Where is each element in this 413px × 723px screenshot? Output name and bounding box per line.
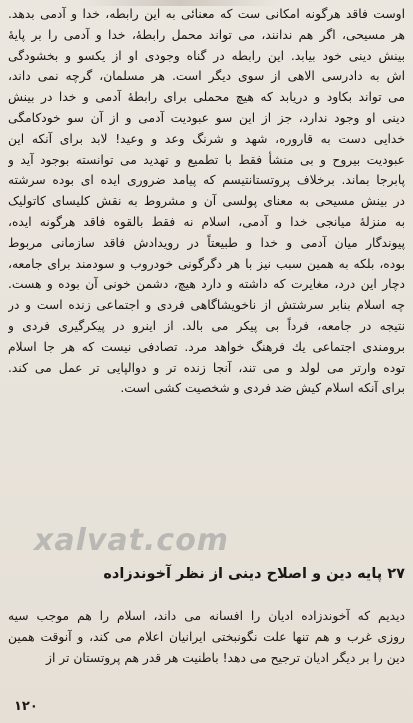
paragraph-line: دچار این درد، مغایرت که داشته و دارد هیچ، دشمن خونی آن بوده و هست. <box>8 277 405 292</box>
paragraph-line: بوده، بلکه به همین سبب نیز با هر دگرگونی خودروب و سودمند برای جامعه، <box>8 256 405 271</box>
paragraph-line: در بینش مسیحی به معنای پولسی آن و مشروط به نقش کلیسای کاتولیک <box>8 194 405 209</box>
paragraph-line: به منزلهٔ میانجی خدا و آدمی، اسلام نه فقط بالقوه فاقد هرگونه ایده، <box>8 214 405 229</box>
section-paragraph-line: دین را بر دیگر ادیان ترجیح می دهد! باطنیت هر قدر هم پروتستان تر از <box>46 650 405 665</box>
paragraph-line: برای آنکه اسلام کیش ضد فردی و شخصیت کشی است. <box>120 381 405 396</box>
paragraph-line: پابرجا بماند. برخلاف پروتستانتیسم که پیامد ضروری ایده ای بوده سرشته <box>8 173 405 188</box>
paragraph-line: توده وارتر می لولد و می تند، آنجا زنده تر و دوالپایی تر عمل می کند. <box>8 360 405 375</box>
paragraph-line: عبودیت بیروح و بی منشأ فقط با تطمیع و تهدید می توانسته بوجود آید و <box>8 152 405 167</box>
page-number: ۱۲۰ <box>14 699 38 714</box>
paragraph-line: خدایی دست به قاروره، شهد و شرنگ وعد و وعید! لابد برای آنکه این <box>8 131 405 146</box>
paragraph-line: هر مسیحی، اگر هم ندانند، می تواند محمل رابطهٔ، خدا و آدمی را بر پایهٔ <box>8 27 405 42</box>
paragraph-line: بینش دینی خود بیابد. این رابطه در گناه وجودی او از یکسو و بخشودگی <box>8 48 405 63</box>
paragraph-line: می تواند بکاود و دریابد که هیچ محملی برای رابطهٔ آدمی و خدا در بینش <box>8 90 405 105</box>
paragraph-line: اوست فاقد هرگونه امکانی ست که معنائی به این رابطه، خدا و آدمی بدهد. <box>8 7 405 21</box>
paragraph-line: برومندی اجتماعی یك فرهنگ خواهد مرد. تصادفی نیست که هر جا اسلام <box>8 339 405 354</box>
section-paragraph-line: دیدیم که آخوندزاده ادیان را افسانه می داند، اسلام را هم موجب سیه <box>8 609 405 623</box>
site-watermark: xalvat.com <box>34 523 230 558</box>
paragraph-line: پیوندگار میان آدمی و خدا و طبیعتاً در رویدادش فاقد سازمانی مربوط <box>8 235 405 250</box>
paragraph-line: چه اسلام بنابر سرشتش از ناخویشاگاهی فردی و اجتماعی زنده است و در <box>8 298 405 313</box>
paragraph-line: نتیجه در جامعه، فرداً بی پیکر می بالد. از اینرو در پیکرگیری فردی و <box>8 318 405 333</box>
section-paragraph-line: روزی غرب و هم تنها علت نگونبختی ایرانیان اعلام می کند، و آنوقت همین <box>8 629 405 644</box>
main-paragraph <box>8 4 405 399</box>
section-paragraph <box>8 606 405 668</box>
paragraph-line: اش به دادرسی الاهی از سوی دیگر است. هر مسلمان، گرچه نمی داند، <box>8 69 405 84</box>
paragraph-line: دینی او وجود ندارد، جز از این سو عبودیت آدمی و از آن سو خودکامگی <box>8 110 405 125</box>
section-heading: ۲۷ پایه دین و اصلاح دینی از نظر آخوندزاده <box>103 566 405 582</box>
